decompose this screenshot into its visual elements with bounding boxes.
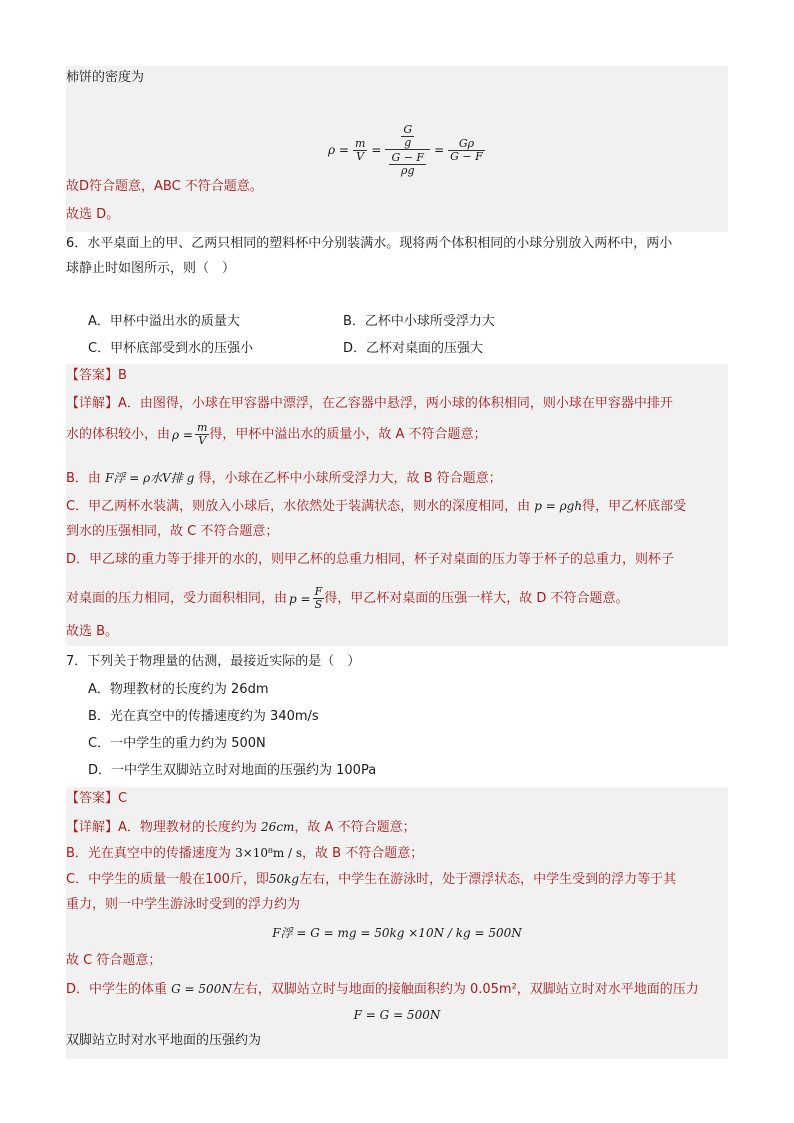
- q6-detail-a-line1: [66, 394, 673, 414]
- fraction-m-over-V: [353, 138, 367, 163]
- q6-detail-b-pre: B．由: [66, 471, 101, 486]
- q6-answer-line: [66, 366, 127, 386]
- q7-option-d: D．一中学生双脚站立时对地面的压强约为 100Pa: [88, 763, 377, 778]
- q7-buoyancy-formula-row: [66, 923, 728, 944]
- frac-den: V: [198, 434, 207, 447]
- frac-num: F: [314, 585, 323, 598]
- light-speed-value: 3×10⁸m / s: [235, 846, 303, 860]
- q6-stem: [66, 234, 728, 279]
- frac-num: Gρ: [448, 138, 485, 151]
- q6-detail-c-line1: [66, 496, 686, 517]
- density-formula: [328, 96, 485, 204]
- q6-detail-c-post: 得，甲乙杯底部受: [582, 499, 687, 514]
- q7-detail-c-line1: [66, 869, 676, 890]
- fraction-G-over-g: [401, 124, 414, 149]
- q6-answer: B: [118, 368, 127, 383]
- q6-detail-a-line2: [66, 422, 487, 447]
- compound-fraction: [385, 124, 430, 177]
- q6-detail-a-pre: 水的体积较小，由: [66, 426, 171, 442]
- frac-den: S: [314, 598, 323, 611]
- frac-den: V: [356, 149, 365, 163]
- q6-option-b: B．乙杯中小球所受浮力大: [343, 314, 495, 329]
- weight-value: G = 500N: [171, 982, 232, 996]
- q6-option-a: A．甲杯中溢出水的质量大: [88, 314, 240, 329]
- q7-detail-d-line3: 双脚站立时对水平地面的压强约为: [66, 1033, 262, 1048]
- q6-detail-b-post: 得，小球在乙杯中小球所受浮力大，故 B 符合题意；: [198, 471, 502, 486]
- q7-detail-a: [66, 817, 416, 838]
- q7-c-conclusion: 故 C 符合题意；: [66, 953, 162, 968]
- frac-den: ρg: [401, 163, 415, 177]
- q6-detail-d-line1: D．甲乙球的重力等于排开的水的，则甲乙杯的总重力相同，杯子对桌面的压力等于杯子的总重力，则杯子: [66, 552, 675, 567]
- q6-detail-c-pre: C．甲乙两杯水装满，则放入小球后，水依然处于装满状态，则水的深度相同，由: [66, 499, 531, 514]
- book-length-value: 26cm: [261, 820, 295, 834]
- fraction-F-over-S: [313, 586, 325, 611]
- force-formula: F = G = 500N: [353, 1008, 441, 1022]
- q6-detail-b: [66, 468, 502, 489]
- prev-conclusion: 故D符合题意，ABC 不符合题意。: [66, 179, 263, 194]
- q6-option-c: C．甲杯底部受到水的压强小: [88, 341, 254, 356]
- detail-label: 【详解】: [66, 820, 119, 835]
- buoyancy-formula: F浮 = G = mg = 50kg ×10N / kg = 500N: [272, 926, 522, 940]
- q7-detail-b-post: ，故 B 不符合题意；: [302, 846, 424, 861]
- q6-detail-d-line2: [66, 586, 629, 611]
- q6-detail-a-text1: A．由图得，小球在甲容器中漂浮，在乙容器中悬浮，两小球的体积相同，则小球在甲容器中排开: [118, 396, 673, 411]
- equals-sign: =: [434, 143, 445, 157]
- fraction-GF-over-rhog: [389, 152, 426, 177]
- q6-detail-d-pre: 对桌面的压力相同，受力面积相同，由: [66, 590, 288, 606]
- equals-sign: =: [371, 143, 382, 157]
- q7-option-b: B．光在真空中的传播速度约为 340m/s: [88, 709, 319, 724]
- q6-option-d: D．乙杯对桌面的压强大: [343, 341, 484, 356]
- prev-choice: 故选 D。: [66, 207, 120, 222]
- q6-stem-line1: 6．水平桌面上的甲、乙两只相同的塑料杯中分别装满水。现将两个体积相同的小球分别放入两杯中，两小: [66, 236, 673, 251]
- rho-symbol: ρ =: [172, 427, 193, 442]
- compound-numerator: [385, 124, 430, 150]
- q6-choice: 故选 B。: [66, 624, 119, 639]
- pressure-formula: p = ρgh: [534, 499, 583, 513]
- density-intro: 柿饼的密度为: [66, 70, 145, 85]
- buoyancy-formula: F浮 = ρ水V排 g: [105, 471, 195, 485]
- q7-detail-c-line2: 重力，则一中学生游泳时受到的浮力约为: [66, 897, 301, 912]
- p-symbol: p =: [289, 591, 311, 606]
- frac-num: G: [403, 122, 413, 136]
- answer-label: 【答案】: [66, 791, 119, 806]
- q7-detail-a-post: ，故 A 不符合题意；: [294, 820, 416, 835]
- q7-force-formula-row: [66, 1005, 728, 1026]
- frac-den: G − F: [450, 149, 483, 163]
- q6-detail-a-post: 得，甲杯中溢出水的质量小，故 A 不符合题意；: [209, 426, 487, 442]
- q7-detail-d-line1: [66, 979, 699, 1000]
- frac-den: g: [404, 135, 412, 149]
- frac-num: G − F: [391, 150, 425, 164]
- q6-detail-d-post: 得，甲乙杯对桌面的压强一样大，故 D 不符合题意。: [324, 590, 629, 606]
- q7-answer-line: [66, 789, 127, 809]
- q7-option-a: A．物理教材的长度约为 26dm: [88, 682, 269, 697]
- q6-solution-block: [66, 364, 728, 646]
- q6-stem-line2: 球静止时如图所示，则（ ）: [66, 261, 236, 276]
- q7-detail-d-mid: 左右，双脚站立时与地面的接触面积约为 0.05m²，双脚站立时对水平地面的压力: [231, 982, 699, 997]
- mass-value: 50kg: [268, 872, 300, 886]
- q7-detail-a-pre: A．物理教材的长度约为: [118, 820, 262, 835]
- q7-answer: C: [118, 791, 128, 806]
- fraction-Grho-over-GF: [448, 138, 485, 163]
- prev-solution-block: [66, 66, 728, 232]
- q7-option-c: C．一中学生的重力约为 500N: [88, 736, 266, 751]
- fraction-m-over-V: [195, 422, 209, 447]
- answer-label: 【答案】: [66, 368, 119, 383]
- frac-num: m: [196, 421, 208, 434]
- q7-detail-b: [66, 843, 423, 864]
- compound-denominator: [385, 150, 430, 177]
- q7-stem: 7．下列关于物理量的估测，最接近实际的是（ ）: [66, 654, 361, 669]
- formula-rho: ρ =: [328, 143, 349, 157]
- q7-detail-b-pre: B．光在真空中的传播速度为: [66, 846, 236, 861]
- q6-detail-c-line2: 到水的压强相同，故 C 不符合题意；: [66, 524, 279, 539]
- q7-solution-block: [66, 787, 728, 1059]
- detail-label: 【详解】: [66, 396, 119, 411]
- q7-detail-d-pre: D．中学生的体重: [66, 982, 172, 997]
- q7-detail-c-pre: C．中学生的质量一般在100斤，即: [66, 872, 269, 887]
- frac-num: m: [354, 136, 366, 150]
- q7-detail-c-post: 左右，中学生在游泳时，处于漂浮状态，中学生受到的浮力等于其: [299, 872, 677, 887]
